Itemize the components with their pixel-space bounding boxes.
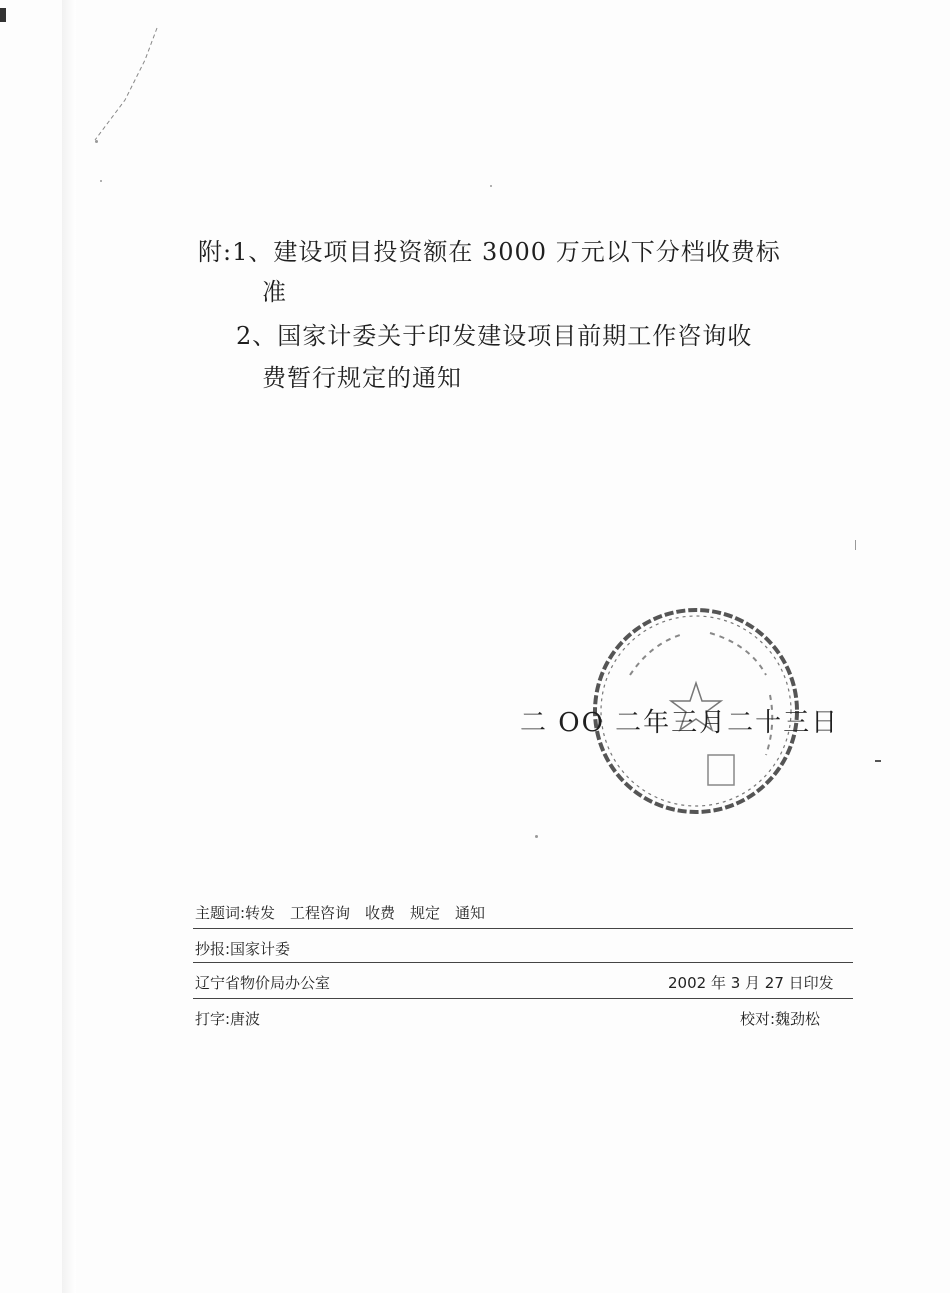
footer-rule xyxy=(193,998,853,999)
attachment-item-2: 2、国家计委关于印发建设项目前期工作咨询收 xyxy=(236,322,753,350)
scan-speck xyxy=(490,185,492,187)
attachment-item-1: 附:1、建设项目投资额在 3000 万元以下分档收费标 xyxy=(198,238,781,266)
issuing-office: 辽宁省物价局办公室 xyxy=(195,974,331,992)
footer-rule xyxy=(193,962,853,963)
typist: 打字:唐波 xyxy=(195,1010,261,1028)
print-date: 2002 年 3 月 27 日印发 xyxy=(668,974,834,992)
issue-date-chinese: 二 OO 二年三月二十三日 xyxy=(520,708,840,738)
scan-speck xyxy=(100,180,102,182)
scan-speck xyxy=(535,835,538,838)
scan-scratch xyxy=(85,20,165,150)
proofreader: 校对:魏劲松 xyxy=(740,1010,821,1028)
scan-speck xyxy=(855,540,856,550)
scan-speck xyxy=(875,760,881,762)
scan-edge-mark xyxy=(0,8,6,22)
attachment-item-2-continued: 费暂行规定的通知 xyxy=(262,364,462,392)
attachment-item-1-continued: 准 xyxy=(262,278,287,306)
scan-edge-shadow xyxy=(62,0,76,1293)
cc-recipients: 抄报:国家计委 xyxy=(195,940,291,958)
subject-terms: 主题词:转发 工程咨询 收费 规定 通知 xyxy=(195,904,486,922)
footer-rule xyxy=(193,928,853,929)
